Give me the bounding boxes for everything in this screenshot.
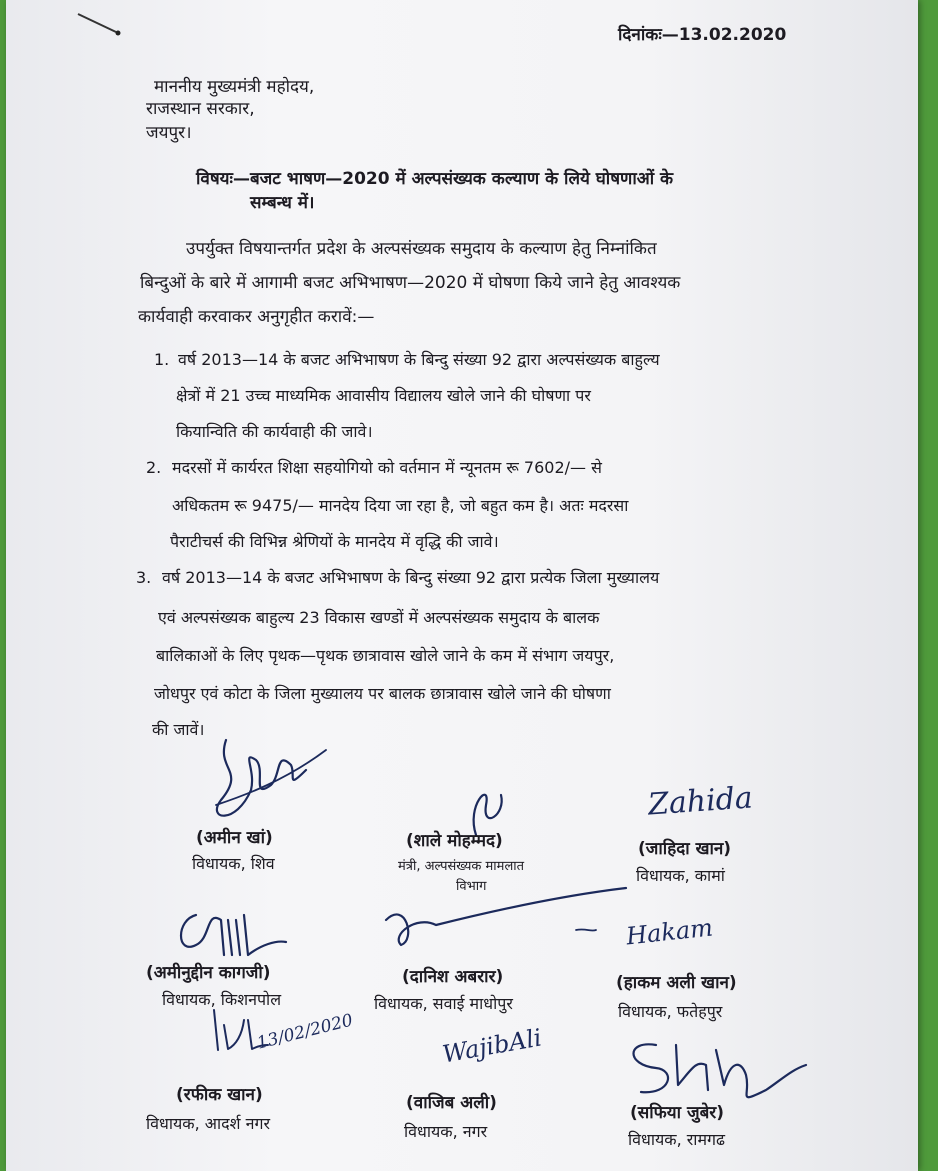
point-line: जोधपुर एवं कोटा के जिला मुख्यालय पर बालक छात्रावास खोले जाने की घोषणा	[154, 684, 611, 703]
signatory-designation: विधायक, आदर्श नगर	[146, 1114, 271, 1133]
signatory-designation: विधायक, नगर	[404, 1122, 488, 1141]
subject-line-2: सम्बन्ध में।	[250, 193, 315, 213]
signatory-name: (वाजिब अली)	[406, 1093, 497, 1113]
signature-safia-zuber	[616, 1030, 816, 1110]
signatory-name: (शाले मोहम्मद)	[406, 831, 503, 851]
intro-line-1: उपर्युक्त विषयान्तर्गत प्रदेश के अल्पसंख्यक समुदाय के कल्याण हेतु निम्नांकित	[186, 239, 657, 259]
signature-zahida-text: Zahida	[646, 780, 754, 823]
signature-amin-khan	[196, 730, 336, 840]
signatory-designation: विधायक, रामगढ	[628, 1130, 726, 1149]
point-line: कियान्विति की कार्यवाही की जावे।	[176, 422, 373, 441]
signatory-name: (सफिया जुबेर)	[630, 1103, 724, 1123]
signatory-name: (अमीन खां)	[196, 828, 273, 848]
signature-danish-abrar	[376, 880, 636, 960]
point-line: बालिकाओं के लिए पृथक—पृथक छात्रावास खोले जाने के कम में संभाग जयपुर,	[156, 646, 615, 665]
point-number: 3.	[136, 568, 152, 587]
signatory-designation: विभाग	[456, 879, 487, 894]
signatory-designation: विधायक, शिव	[192, 854, 275, 873]
point-line: की जावें।	[152, 720, 205, 739]
intro-line-3: कार्यवाही करवाकर अनुगृहीत करावें:—	[138, 307, 375, 327]
signatory-designation: मंत्री, अल्पसंख्यक मामलात	[398, 859, 525, 874]
addressee-line-1: माननीय मुख्यमंत्री महोदय,	[154, 77, 315, 97]
intro-line-2: बिन्दुओं के बारे में आगामी बजट अभिभाषण—2020 में घोषणा किये जाने हेतु आवश्यक	[140, 273, 681, 293]
point-line: अधिकतम रू 9475/— मानदेय दिया जा रहा है, जो बहुत कम है। अतः मदरसा	[172, 496, 629, 515]
point-number: 1.	[154, 350, 170, 369]
point-line: क्षेत्रों में 21 उच्च माध्यमिक आवासीय विद्यालय खोले जाने की घोषणा पर	[176, 386, 591, 405]
point-line: एवं अल्पसंख्यक बाहुल्य 23 विकास खण्डों में अल्पसंख्यक समुदाय के बालक	[158, 608, 600, 627]
point-line: वर्ष 2013—14 के बजट अभिभाषण के बिन्दु संख्या 92 द्वारा अल्पसंख्यक बाहुल्य	[178, 350, 660, 369]
date-line: दिनांकः—13.02.2020	[618, 25, 787, 45]
signatory-name: (रफीक खान)	[176, 1085, 263, 1105]
addressee-line-3: जयपुर।	[146, 123, 192, 143]
signatory-designation: विधायक, फतेहपुर	[618, 1002, 723, 1021]
signatory-designation: विधायक, सवाई माधोपुर	[374, 994, 513, 1013]
point-line: पैराटीचर्स की विभिन्न श्रेणियों के मानदेय में वृद्धि की जावे।	[170, 532, 499, 551]
handwritten-date: 13/02/2020	[255, 1010, 355, 1054]
signature-hakam-text: Hakam	[624, 913, 715, 951]
point-number: 2.	[146, 458, 162, 477]
signatory-name: (हाकम अली खान)	[616, 973, 737, 993]
pen-mark	[76, 10, 126, 40]
signatory-name: (अमीनुद्दीन कागजी)	[146, 963, 271, 983]
addressee-line-2: राजस्थान सरकार,	[146, 99, 255, 119]
signature-wajib-text: WajibAli	[440, 1023, 544, 1069]
point-line: वर्ष 2013—14 के बजट अभिभाषण के बिन्दु संख्या 92 द्वारा प्रत्येक जिला मुख्यालय	[162, 568, 660, 587]
signatory-designation: विधायक, कामां	[636, 866, 725, 885]
signatory-name: (जाहिदा खान)	[638, 839, 732, 859]
letter-page	[6, 0, 918, 1171]
point-line: मदरसों में कार्यरत शिक्षा सहयोगियो को वर्तमान में न्यूनतम रू 7602/— से	[172, 458, 602, 477]
subject-line-1: विषयः—बजट भाषण—2020 में अल्पसंख्यक कल्याण के लिये घोषणाओं के	[196, 169, 674, 189]
signatory-name: (दानिश अबरार)	[402, 967, 504, 987]
signatory-designation: विधायक, किशनपोल	[162, 990, 282, 1009]
